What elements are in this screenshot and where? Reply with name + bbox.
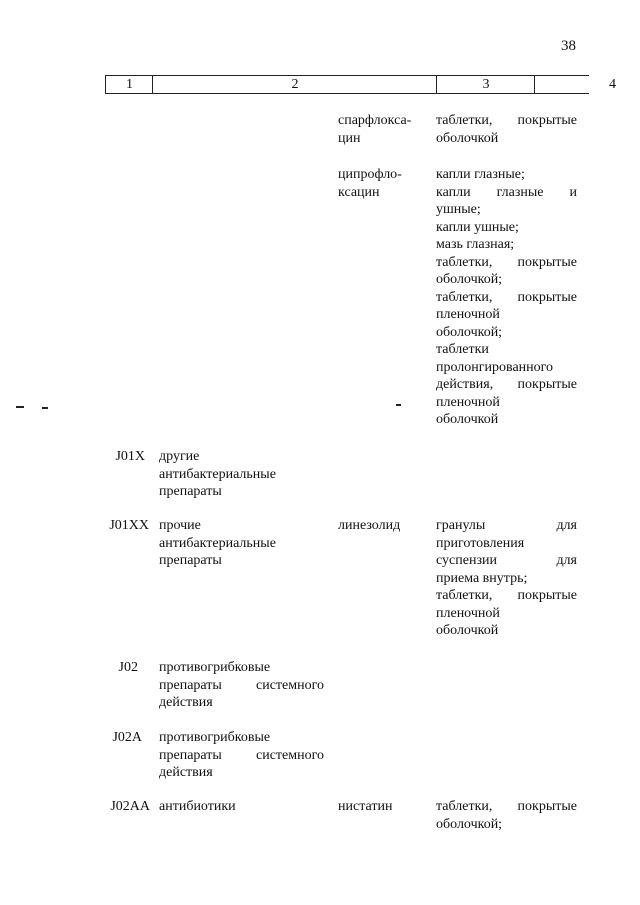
justified-line xyxy=(436,184,577,202)
text-line: линезолид xyxy=(338,518,401,533)
atc-code-j01xx: J01XX xyxy=(109,518,149,533)
text-line: пролонгированного xyxy=(436,359,554,375)
page-number: 38 xyxy=(561,38,576,54)
text-line: таблетки, xyxy=(436,289,493,305)
text-line: ушные; xyxy=(436,202,481,217)
text-line: действия, xyxy=(436,377,494,392)
text-line: противогрибковые xyxy=(159,660,271,675)
justified-line xyxy=(436,376,577,394)
text-line: препараты xyxy=(159,484,222,499)
justified-line xyxy=(436,254,577,272)
atc-code-j01x: J01X xyxy=(115,449,145,464)
text-line: оболочкой; xyxy=(436,324,503,340)
text-line: таблетки, xyxy=(436,254,493,270)
justified-line xyxy=(436,517,577,535)
drug-name-sparfloxacin xyxy=(338,112,418,147)
header-col-3: 3 xyxy=(436,76,535,93)
text-line: цин xyxy=(338,130,361,146)
justified-line xyxy=(436,552,577,570)
text-line: действия xyxy=(159,695,213,710)
text-line: покрытые xyxy=(517,289,577,305)
text-line: глазные xyxy=(496,184,544,200)
text-line: пленочной xyxy=(436,394,500,410)
text-line: гранулы xyxy=(436,518,486,533)
table-header xyxy=(105,75,616,94)
header-col-2: 2 xyxy=(152,76,437,93)
text-line: мазь глазная; xyxy=(436,237,515,252)
text-line: препараты xyxy=(159,553,222,568)
dosage-form-ciprofloxacin xyxy=(436,166,577,429)
text-line: покрытые xyxy=(517,799,577,814)
text-line: и xyxy=(569,184,577,200)
text-line: покрытые xyxy=(517,588,577,603)
text-line: препараты xyxy=(159,677,222,693)
text-line: прочие xyxy=(159,518,201,533)
text-line: антибиотики xyxy=(159,799,236,814)
text-line: таблетки, xyxy=(436,799,493,814)
group-j01xx xyxy=(159,517,327,570)
text-line: покрытые xyxy=(517,113,577,128)
text-line: таблетки xyxy=(436,342,489,357)
text-line: для xyxy=(556,518,577,533)
justified-line xyxy=(436,587,577,605)
text-line: капли глазные; xyxy=(436,167,525,182)
text-line: спарфлокса- xyxy=(338,113,412,128)
justified-line xyxy=(159,747,324,765)
dosage-form-sparfloxacin xyxy=(436,112,577,147)
scan-mark xyxy=(42,407,48,409)
text-line: оболочкой; xyxy=(436,272,503,287)
scan-mark xyxy=(16,406,24,408)
text-line: суспензии xyxy=(436,553,497,568)
text-line: капли ушные; xyxy=(436,219,519,235)
group-j02 xyxy=(159,659,324,712)
text-line: приготовления xyxy=(436,535,525,551)
text-line: нистатин xyxy=(338,799,393,814)
header-col-4: 4 xyxy=(534,76,640,93)
text-line: антибактериальные xyxy=(159,535,276,551)
scan-mark xyxy=(396,404,401,406)
text-line: другие xyxy=(159,449,200,464)
text-line: системного xyxy=(256,747,324,763)
text-line: оболочкой xyxy=(436,130,499,146)
text-line: пленочной xyxy=(436,605,500,621)
group-j02aa xyxy=(159,798,327,816)
dosage-form-nystatin xyxy=(436,798,577,833)
text-line: для xyxy=(556,553,577,568)
text-line: приема внутрь; xyxy=(436,570,528,586)
justified-line xyxy=(436,289,577,307)
group-j01x xyxy=(159,448,327,501)
justified-line xyxy=(436,798,577,816)
header-col-1: 1 xyxy=(105,76,153,93)
text-line: ксацин xyxy=(338,184,380,200)
atc-code-j02a: J02A xyxy=(112,730,142,745)
atc-code-j02aa: J02AA xyxy=(110,799,150,814)
justified-line xyxy=(159,677,324,695)
text-line: препараты xyxy=(159,747,222,763)
text-line: покрытые xyxy=(517,377,577,392)
text-line: ципрофло- xyxy=(338,167,402,182)
text-line: антибактериальные xyxy=(159,466,276,482)
text-line: капли xyxy=(436,184,471,200)
text-line: противогрибковые xyxy=(159,730,271,745)
group-j02a xyxy=(159,729,324,782)
text-line: действия xyxy=(159,765,213,780)
text-line: таблетки, xyxy=(436,588,493,603)
drug-name-ciprofloxacin xyxy=(338,166,418,201)
text-line: таблетки, xyxy=(436,113,493,128)
text-line: оболочкой xyxy=(436,412,499,427)
justified-line xyxy=(436,112,577,130)
text-line: оболочкой xyxy=(436,623,499,638)
text-line: пленочной xyxy=(436,307,500,322)
drug-name-nystatin xyxy=(338,798,418,816)
drug-name-linezolid xyxy=(338,517,418,535)
text-line: покрытые xyxy=(517,254,577,270)
text-line: оболочкой; xyxy=(436,816,503,832)
atc-code-j02: J02 xyxy=(118,660,138,675)
dosage-form-linezolid xyxy=(436,517,577,640)
text-line: системного xyxy=(256,677,324,693)
